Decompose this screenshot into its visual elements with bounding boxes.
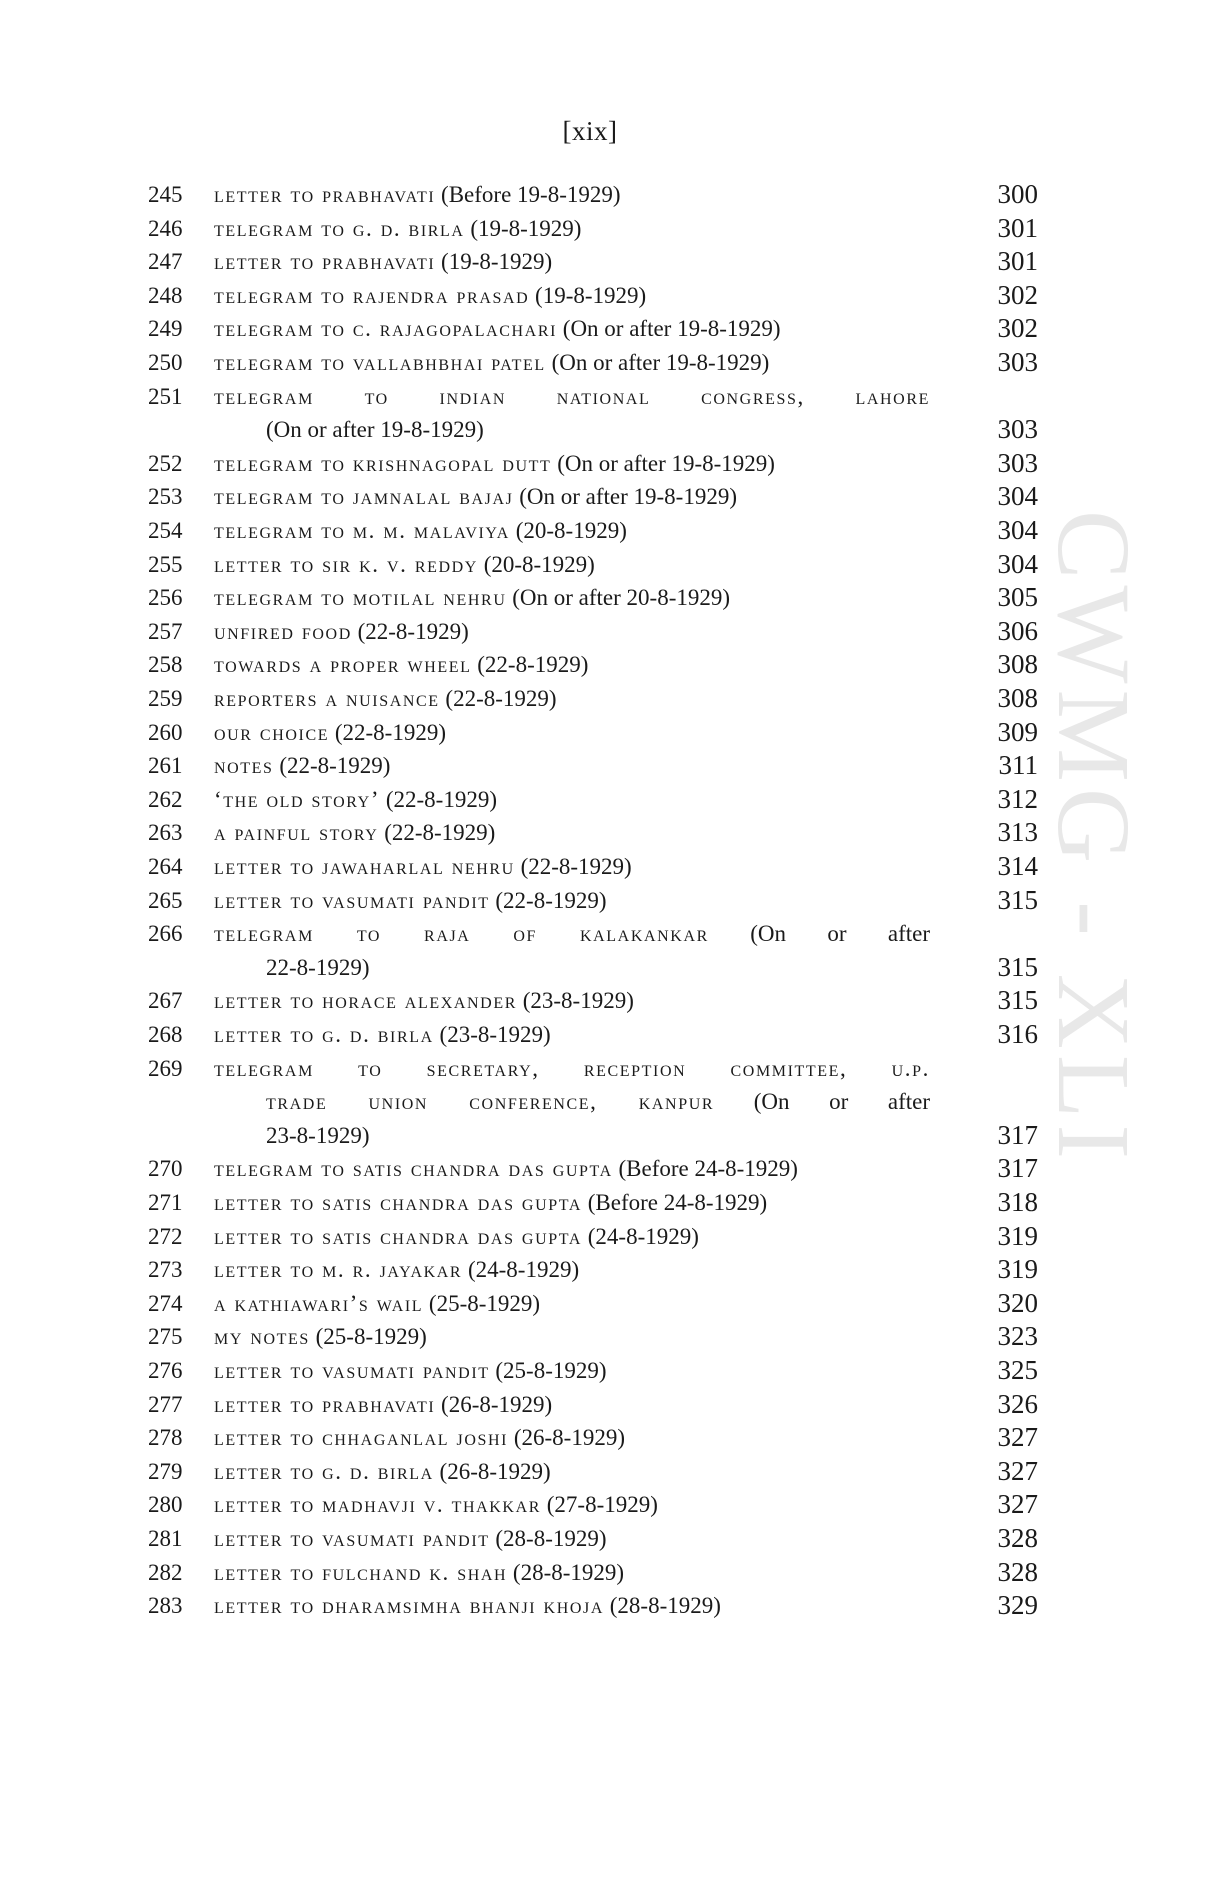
entry-title	[214, 1186, 930, 1220]
entry-title-line	[214, 1119, 930, 1153]
entry-number: 271	[148, 1190, 183, 1215]
toc-entry	[0, 1253, 1229, 1287]
entry-page-number: 315	[997, 951, 1038, 982]
toc-entry	[0, 1152, 1229, 1186]
entry-title-caps: telegram to g. d. birla	[214, 215, 465, 241]
entry-title	[214, 1320, 930, 1354]
entry-page-number: 304	[997, 548, 1038, 579]
entry-page-number: 308	[997, 683, 1038, 713]
entry-title-caps: letter to satis chandra das gupta	[214, 1223, 582, 1249]
entry-title-date: (22-8-1929)	[471, 652, 589, 678]
entry-title	[214, 178, 930, 212]
entry-number: 279	[148, 1458, 183, 1484]
toc-entry	[0, 1388, 1229, 1422]
entry-title-line	[214, 917, 930, 951]
entry-page-number: 308	[997, 649, 1038, 680]
entry-title	[214, 1388, 930, 1422]
entry-title-date: (22-8-1929)	[380, 786, 497, 812]
entry-title	[214, 783, 930, 817]
entry-title-date: (22-8-1929)	[378, 820, 496, 846]
entry-title-caps: telegram to rajendra prasad	[214, 282, 530, 308]
entry-title-date: 22-8-1929)	[266, 954, 370, 980]
entry-title	[214, 447, 930, 481]
entry-title-caps: unfired food	[214, 618, 352, 644]
entry-number: 269	[148, 1055, 183, 1081]
entry-page-number: 320	[997, 1287, 1038, 1318]
entry-title-date: (27-8-1929)	[541, 1492, 658, 1518]
entry-number: 270	[148, 1156, 183, 1182]
entry-title-line	[214, 212, 930, 246]
entry-title-line	[214, 716, 930, 750]
entry-page-number: 304	[997, 515, 1038, 545]
toc-entry	[0, 1589, 1229, 1623]
entry-title	[214, 749, 930, 783]
entry-title-date: (Before 19-8-1929)	[435, 182, 621, 207]
entry-title-date: (On or after 19-8-1929)	[551, 450, 775, 476]
entry-title-line	[214, 1421, 930, 1455]
entry-title-date: (26-8-1929)	[508, 1425, 625, 1451]
entry-page-number: 304	[997, 481, 1038, 512]
entry-number: 246	[148, 215, 183, 241]
entry-title	[214, 1253, 930, 1287]
toc-entry	[0, 1220, 1229, 1254]
entry-title	[214, 1287, 930, 1321]
entry-number: 280	[148, 1492, 183, 1518]
entry-title-date: (28-8-1929)	[507, 1559, 625, 1585]
entry-title-caps: towards a proper wheel	[214, 652, 472, 678]
entry-title-line	[214, 1152, 930, 1186]
entry-title	[214, 346, 930, 380]
entry-number: 263	[148, 820, 183, 846]
entry-title-caps: letter to vasumati pandit	[214, 1358, 490, 1383]
entry-title-date: (26-8-1929)	[435, 1391, 553, 1417]
entry-title-line	[214, 480, 930, 514]
entry-page-number: 328	[997, 1556, 1038, 1587]
entry-title-line	[214, 1018, 930, 1052]
entry-title-date: (25-8-1929)	[309, 1324, 427, 1350]
entry-page-number: 303	[997, 447, 1038, 478]
toc-entry	[0, 548, 1229, 582]
entry-title	[214, 850, 930, 884]
entry-page-number: 305	[997, 582, 1038, 613]
entry-title-date: (19-8-1929)	[435, 249, 553, 275]
entry-title-caps: trade union conference, kanpur	[266, 1089, 715, 1115]
entry-title-date: (20-8-1929)	[509, 518, 627, 543]
toc-entry	[0, 212, 1229, 246]
toc-entry	[0, 581, 1229, 615]
entry-title-line	[214, 884, 930, 918]
entry-title-line	[214, 1287, 930, 1321]
entry-title	[214, 682, 930, 716]
entry-title-date: (22-8-1929)	[439, 686, 557, 711]
entry-page-number: 328	[997, 1523, 1038, 1553]
entry-title	[214, 1556, 930, 1590]
entry-number: 255	[148, 551, 183, 577]
entry-title-caps: telegram to m. m. malaviya	[214, 518, 510, 543]
entry-number: 267	[148, 988, 183, 1014]
toc-entry	[0, 380, 1229, 447]
entry-title-line	[214, 581, 930, 615]
entry-title-date: (24-8-1929)	[582, 1223, 699, 1249]
entry-title-date: (On or after 19-8-1929)	[266, 417, 484, 443]
entry-title	[214, 1522, 930, 1556]
entry-title	[214, 816, 930, 850]
entry-title-caps: letter to prabhavati	[214, 1391, 436, 1417]
toc-entry	[0, 984, 1229, 1018]
toc-entry	[0, 1320, 1229, 1354]
entry-number: 276	[148, 1358, 183, 1383]
entry-number: 265	[148, 887, 183, 913]
entry-title-date: (23-8-1929)	[433, 1022, 551, 1047]
entry-page-number: 318	[997, 1187, 1038, 1217]
entry-number: 266	[148, 921, 183, 947]
entry-title-caps: reporters a nuisance	[214, 686, 440, 711]
toc-entry	[0, 346, 1229, 380]
toc-entry	[0, 178, 1229, 212]
entry-number: 268	[148, 1022, 183, 1047]
entry-title-line	[214, 1556, 930, 1590]
entry-title-line	[214, 279, 930, 313]
entry-page-number: 312	[997, 783, 1038, 814]
entry-number: 259	[148, 686, 183, 711]
entry-title-line	[214, 346, 930, 380]
entry-title-caps: letter to madhavji v. thakkar	[214, 1492, 541, 1518]
toc-entry	[0, 783, 1229, 817]
toc-entry	[0, 312, 1229, 346]
entry-title-line	[214, 1085, 930, 1119]
entry-title-caps: telegram to motilal nehru	[214, 585, 507, 611]
entry-title-caps: telegram to c. rajagopalachari	[214, 316, 558, 342]
entry-page-number: 327	[997, 1489, 1038, 1520]
entry-title-caps: my notes	[214, 1324, 310, 1350]
entry-page-number: 315	[997, 884, 1038, 915]
entry-title-caps: notes	[214, 753, 274, 779]
entry-title-caps: letter to dharamsimha bhanji khoja	[214, 1593, 604, 1619]
entry-title-line	[214, 1488, 930, 1522]
entry-title-date: (22-8-1929)	[273, 753, 391, 779]
entry-title-caps: letter to sir k. v. reddy	[214, 551, 478, 577]
entry-title-line	[214, 682, 930, 716]
entry-number: 261	[148, 753, 183, 779]
entry-title-line	[214, 1388, 930, 1422]
entry-title	[214, 514, 930, 548]
entry-title-date: (28-8-1929)	[604, 1593, 721, 1619]
entry-title	[214, 1152, 930, 1186]
toc-entry	[0, 615, 1229, 649]
entry-title	[214, 245, 930, 279]
entry-title-date: 23-8-1929)	[266, 1122, 370, 1148]
entry-title-line	[214, 380, 930, 414]
entry-title-date: (22-8-1929)	[329, 719, 446, 745]
entry-title-caps: telegram to indian national congress, lahore	[214, 383, 930, 409]
entry-page-number: 323	[997, 1321, 1038, 1352]
entry-title-caps: telegram to krishnagopal dutt	[214, 450, 552, 476]
entry-title-line	[214, 1589, 930, 1623]
entry-title-caps: a painful story	[214, 820, 379, 846]
entry-title	[214, 984, 930, 1018]
toc-entry	[0, 1455, 1229, 1489]
toc-entry	[0, 850, 1229, 884]
entry-number: 262	[148, 786, 183, 812]
entry-page-number: 309	[997, 716, 1038, 747]
toc-entry	[0, 1052, 1229, 1153]
entry-title-caps: telegram to raja of kalakankar	[214, 921, 709, 947]
entry-title-line	[214, 648, 930, 682]
entry-number: 283	[148, 1593, 183, 1619]
toc-entry	[0, 648, 1229, 682]
entry-title-caps: letter to m. r. jayakar	[214, 1257, 463, 1283]
entry-title-date: (25-8-1929)	[423, 1290, 541, 1316]
entry-page-number: 319	[997, 1220, 1038, 1251]
entry-title-caps: letter to chhaganlal joshi	[214, 1425, 509, 1451]
entry-title-line	[214, 984, 930, 1018]
entry-title-line	[214, 783, 930, 817]
entry-title	[214, 581, 930, 615]
entry-page-number: 315	[997, 985, 1038, 1016]
entry-title-caps: letter to horace alexander	[214, 988, 517, 1014]
entry-title	[214, 615, 930, 649]
entry-title-date: (25-8-1929)	[489, 1358, 607, 1383]
entry-title-date: (On or after 19-8-1929)	[545, 350, 770, 375]
entry-title-caps: our choice	[214, 719, 330, 745]
entry-title	[214, 1018, 930, 1052]
entry-page-number: 319	[997, 1254, 1038, 1285]
entry-title	[214, 548, 930, 582]
toc-entry	[0, 682, 1229, 716]
toc-entry	[0, 1354, 1229, 1388]
entry-title-caps: telegram to vallabhbhai patel	[214, 350, 546, 375]
entry-number: 260	[148, 719, 183, 745]
entry-title	[214, 279, 930, 313]
entry-title	[214, 1455, 930, 1489]
entry-title-line	[214, 1354, 930, 1388]
entry-page-number: 316	[997, 1019, 1038, 1049]
entry-title	[214, 884, 930, 918]
entry-title-line	[214, 1052, 930, 1086]
entry-title-caps: ‘the old story’	[214, 786, 381, 812]
entry-number: 272	[148, 1223, 183, 1249]
page-number: [xix]	[562, 116, 618, 146]
entry-title-caps: telegram to secretary, reception committee, u.p.	[214, 1055, 930, 1081]
entry-title	[214, 1488, 930, 1522]
entry-title-line	[214, 1522, 930, 1556]
entry-page-number: 303	[997, 414, 1038, 445]
entry-title-line	[214, 1455, 930, 1489]
entry-title-line	[214, 514, 930, 548]
toc-entry	[0, 1421, 1229, 1455]
entry-title-caps: letter to prabhavati	[214, 249, 436, 275]
entry-page-number: 317	[997, 1153, 1038, 1184]
entry-title-caps: a kathiawari’s wail	[214, 1290, 424, 1316]
toc-entry	[0, 447, 1229, 481]
entry-title	[214, 1052, 930, 1153]
entry-title-caps: letter to g. d. birla	[214, 1022, 434, 1047]
entry-number: 251	[148, 383, 183, 409]
entry-number: 250	[148, 350, 183, 375]
entry-number: 277	[148, 1391, 183, 1417]
entry-number: 256	[148, 585, 183, 611]
toc-entry	[0, 716, 1229, 750]
entry-title-caps: letter to satis chandra das gupta	[214, 1190, 582, 1215]
entry-title-date: (24-8-1929)	[462, 1257, 580, 1283]
entry-title-line	[214, 1320, 930, 1354]
entry-page-number: 326	[997, 1388, 1038, 1419]
entry-page-number: 313	[997, 817, 1038, 848]
entry-page-number: 317	[997, 1119, 1038, 1150]
entry-title-line	[214, 447, 930, 481]
entry-number: 273	[148, 1257, 183, 1283]
entry-number: 274	[148, 1290, 183, 1316]
entry-title-line	[214, 178, 930, 212]
toc-entry	[0, 1488, 1229, 1522]
entry-title-caps: telegram to satis chandra das gupta	[214, 1156, 613, 1182]
entry-title-date: (Before 24-8-1929)	[612, 1156, 798, 1182]
toc-entry	[0, 514, 1229, 548]
entry-title-caps: letter to vasumati pandit	[214, 1526, 490, 1551]
entry-title-date: (22-8-1929)	[489, 887, 607, 913]
toc-entry	[0, 279, 1229, 313]
entry-title-date: (Before 24-8-1929)	[582, 1190, 768, 1215]
entry-title	[214, 648, 930, 682]
entry-number: 264	[148, 854, 183, 879]
entry-title-caps: telegram to jamnalal bajaj	[214, 484, 514, 510]
entry-page-number: 302	[997, 313, 1038, 344]
entry-title	[214, 1354, 930, 1388]
entry-title-date: (On or after	[708, 921, 930, 947]
toc-entry	[0, 1186, 1229, 1220]
entry-page-number: 329	[997, 1590, 1038, 1621]
entry-title-line	[214, 312, 930, 346]
entry-title-line	[214, 749, 930, 783]
entry-title-date: (19-8-1929)	[529, 282, 647, 308]
entry-title-date: (20-8-1929)	[477, 551, 595, 577]
entry-title-date: (On or after 19-8-1929)	[557, 316, 781, 342]
toc-entry	[0, 1287, 1229, 1321]
entry-title-line	[214, 816, 930, 850]
entry-title-date: (22-8-1929)	[514, 854, 632, 879]
entry-title	[214, 716, 930, 750]
entry-title-line	[214, 1220, 930, 1254]
entry-page-number: 301	[997, 246, 1038, 277]
entry-number: 282	[148, 1559, 183, 1585]
entry-number: 253	[148, 484, 183, 510]
entry-title	[214, 1421, 930, 1455]
entry-title-line	[214, 245, 930, 279]
entry-title-date: (26-8-1929)	[433, 1458, 551, 1484]
entry-number: 278	[148, 1425, 183, 1451]
entry-page-number: 303	[997, 347, 1038, 377]
entry-page-number: 301	[997, 212, 1038, 243]
toc-entry	[0, 884, 1229, 918]
entry-title	[214, 917, 930, 984]
entry-number: 275	[148, 1324, 183, 1350]
entry-page-number: 300	[997, 179, 1038, 209]
entry-title-line	[214, 850, 930, 884]
toc-entry	[0, 749, 1229, 783]
entry-title-date: (28-8-1929)	[489, 1526, 607, 1551]
entry-title-line	[214, 548, 930, 582]
entry-title	[214, 312, 930, 346]
entry-page-number: 325	[997, 1355, 1038, 1385]
entry-title	[214, 1589, 930, 1623]
watermark: CWMG - XLI	[1036, 510, 1151, 1166]
entry-title	[214, 380, 930, 447]
entry-number: 254	[148, 518, 183, 543]
entry-title-caps: letter to prabhavati	[214, 182, 436, 207]
entry-title-line	[214, 615, 930, 649]
toc-entry	[0, 1556, 1229, 1590]
entry-number: 281	[148, 1526, 183, 1551]
entry-title-date: (23-8-1929)	[516, 988, 634, 1014]
entry-page-number: 311	[998, 750, 1038, 781]
toc-entry	[0, 816, 1229, 850]
entry-page-number: 327	[997, 1422, 1038, 1453]
entry-page-number: 306	[997, 615, 1038, 646]
entry-title-caps: letter to g. d. birla	[214, 1458, 434, 1484]
toc-entry	[0, 245, 1229, 279]
entry-title-date: (19-8-1929)	[464, 215, 582, 241]
entry-number: 245	[148, 182, 183, 207]
toc-entry	[0, 1018, 1229, 1052]
entry-number: 258	[148, 652, 183, 678]
entry-title-date: (On or after 20-8-1929)	[506, 585, 731, 611]
entry-page-number: 302	[997, 279, 1038, 310]
entry-number: 249	[148, 316, 183, 342]
entry-title-date: (On or after	[714, 1089, 930, 1115]
entry-title-caps: letter to fulchand k. shah	[214, 1559, 508, 1585]
entry-title-line	[214, 1253, 930, 1287]
entry-title-line	[214, 951, 930, 985]
entry-title-line	[214, 1186, 930, 1220]
entry-title	[214, 1220, 930, 1254]
entry-title-date: (On or after 19-8-1929)	[513, 484, 737, 510]
entry-number: 247	[148, 249, 183, 275]
toc-entry	[0, 917, 1229, 984]
entry-title	[214, 212, 930, 246]
toc-entry	[0, 480, 1229, 514]
entry-number: 252	[148, 450, 183, 476]
entry-number: 248	[148, 282, 183, 308]
entry-title-line	[214, 413, 930, 447]
entry-page-number: 327	[997, 1455, 1038, 1486]
entry-title	[214, 480, 930, 514]
entry-title-caps: letter to vasumati pandit	[214, 887, 490, 913]
entry-page-number: 314	[997, 851, 1038, 881]
entry-title-caps: letter to jawaharlal nehru	[214, 854, 515, 879]
entry-number: 257	[148, 618, 183, 644]
toc-entry	[0, 1522, 1229, 1556]
entry-title-date: (22-8-1929)	[351, 618, 469, 644]
